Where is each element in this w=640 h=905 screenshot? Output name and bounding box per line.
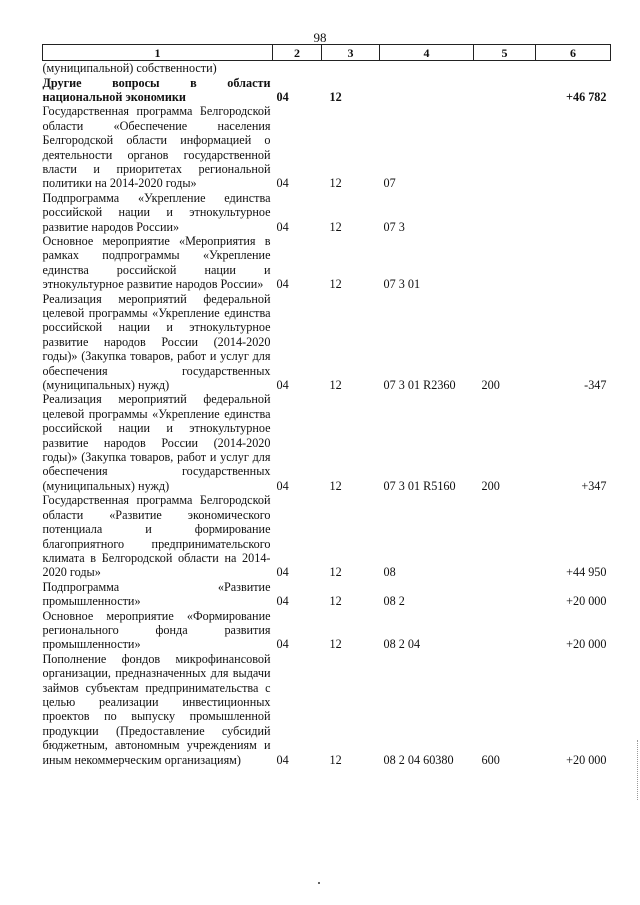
row-section-code: 04: [276, 565, 289, 580]
table-row: [43, 580, 611, 609]
table-row: [43, 652, 611, 767]
row-description: (муниципальной) собственности): [42, 61, 217, 76]
row-subsection-code: 12: [329, 565, 342, 580]
row-section-code: 04: [276, 277, 289, 292]
row-target-article: 07 3 01 R5160: [383, 478, 456, 493]
table-body: [43, 61, 611, 768]
table-row: [43, 292, 611, 393]
row-expense-type: 600: [481, 752, 500, 767]
row-expense-type: [474, 493, 536, 579]
row-amount: [536, 234, 611, 292]
table-header: [43, 45, 611, 61]
table-row: [43, 234, 611, 292]
row-subsection-code: 12: [329, 219, 342, 234]
row-subsection-code: 12: [329, 752, 342, 767]
row-expense-type: [474, 61, 536, 76]
header-col-description: 1: [43, 45, 273, 61]
row-expense-type: [474, 234, 536, 292]
row-amount: -347: [584, 378, 607, 393]
table-row: [43, 191, 611, 234]
row-expense-type: 200: [481, 378, 500, 393]
page-number: 98: [313, 30, 327, 45]
scan-speck: [318, 882, 320, 884]
row-subsection-code: 12: [329, 478, 342, 493]
header-col-target-article: 4: [380, 45, 474, 61]
row-description: Другие вопросы в области национальной экономики: [42, 75, 271, 104]
row-subsection-code: 12: [329, 637, 342, 652]
row-section-code: 04: [276, 176, 289, 191]
row-amount: +46 782: [566, 89, 607, 104]
row-amount: +44 950: [566, 565, 607, 580]
row-target-article: 07: [383, 176, 396, 191]
header-col-section: 2: [273, 45, 322, 61]
row-amount: +20 000: [566, 594, 607, 609]
row-subsection-code: 12: [329, 176, 342, 191]
table-row: [43, 609, 611, 652]
table-row: [43, 76, 611, 105]
row-section-code: 04: [276, 637, 289, 652]
row-description: Подпрограмма «Развитие промышленности»: [42, 579, 271, 609]
header-col-amount: 6: [536, 45, 611, 61]
row-expense-type: [474, 609, 536, 652]
row-target-article: 08 2: [383, 594, 405, 609]
row-target-article: 08: [383, 565, 396, 580]
header-col-expense-type: 5: [474, 45, 536, 61]
row-target-article: 08 2 04: [383, 637, 421, 652]
row-section-code: 04: [276, 478, 289, 493]
row-section-code: 04: [276, 752, 289, 767]
row-amount: +20 000: [566, 752, 607, 767]
row-amount: +20 000: [566, 637, 607, 652]
table-row: [43, 104, 611, 190]
budget-table: [42, 44, 611, 767]
row-expense-type: [474, 580, 536, 609]
row-amount: +347: [581, 478, 607, 493]
row-description: Реализация мероприятий федеральной целевой программы «Укрепление единства российской нации и этнокультурное развитие народов России (2014-2020 годы)» (Закупка товаров, работ и услуг для обеспечения государственных (муниципальных) нужд): [42, 291, 271, 393]
row-description: Реализация мероприятий федеральной целевой программы «Укрепление единства российской нации и этнокультурное развитие народов России (2014-2020 годы)» (Закупка товаров, работ и услуг для обеспечения государственных (муниципальных) нужд): [42, 392, 271, 493]
row-target-article: [380, 76, 474, 105]
row-subsection-code: [322, 61, 380, 76]
row-expense-type: [474, 76, 536, 105]
table-row: [43, 392, 611, 493]
row-target-article: 07 3 01 R2360: [383, 378, 456, 393]
row-amount: [536, 104, 611, 190]
scan-edge-mark: [636, 740, 638, 800]
row-subsection-code: 12: [329, 277, 342, 292]
row-description: Основное мероприятие «Мероприятия в рамках подпрограммы «Укрепление единства российской нации и этнокультурное развитие народов России»: [42, 233, 271, 292]
header-row: [43, 45, 611, 61]
row-description: Государственная программа Белгородской области «Развитие экономического потенциала и формирование благоприятного предпринимательского климата в Белгородской области на 2014-2020 годы»: [42, 493, 271, 580]
row-expense-type: 200: [481, 478, 500, 493]
row-section-code: 04: [276, 219, 289, 234]
row-expense-type: [474, 191, 536, 234]
row-subsection-code: 12: [329, 89, 342, 104]
row-section-code: 04: [276, 594, 289, 609]
row-section-code: [273, 61, 322, 76]
row-description: Пополнение фондов микрофинансовой организации, предназначенных для выдачи займов субъектам предпринимательства с целью реализации инвестиционных проектов по выпуску промышленной продукции (Предоставление субсидий бюджетным, автономным учреждениям и иным некоммерческим организациям): [42, 651, 271, 767]
row-amount: [536, 61, 611, 76]
row-subsection-code: 12: [329, 594, 342, 609]
row-amount: [536, 191, 611, 234]
table-row: [43, 61, 611, 76]
table-row: [43, 493, 611, 579]
row-target-article: 08 2 04 60380: [383, 752, 454, 767]
row-description: Основное мероприятие «Формирование регионального фонда развития промышленности»: [42, 608, 271, 652]
row-section-code: 04: [276, 89, 289, 104]
row-section-code: 04: [276, 378, 289, 393]
row-description: Подпрограмма «Укрепление единства российской нации и этнокультурное развитие народов России»: [42, 190, 271, 234]
row-subsection-code: 12: [329, 378, 342, 393]
header-col-subsection: 3: [322, 45, 380, 61]
row-target-article: 07 3: [383, 219, 405, 234]
row-target-article: [380, 61, 474, 76]
row-target-article: 07 3 01: [383, 277, 421, 292]
row-description: Государственная программа Белгородской области «Обеспечение населения Белгородской области информацией о деятельности органов государственной власти и приоритетах региональной политики на 2014-2020 годы»: [42, 104, 271, 191]
row-expense-type: [474, 104, 536, 190]
